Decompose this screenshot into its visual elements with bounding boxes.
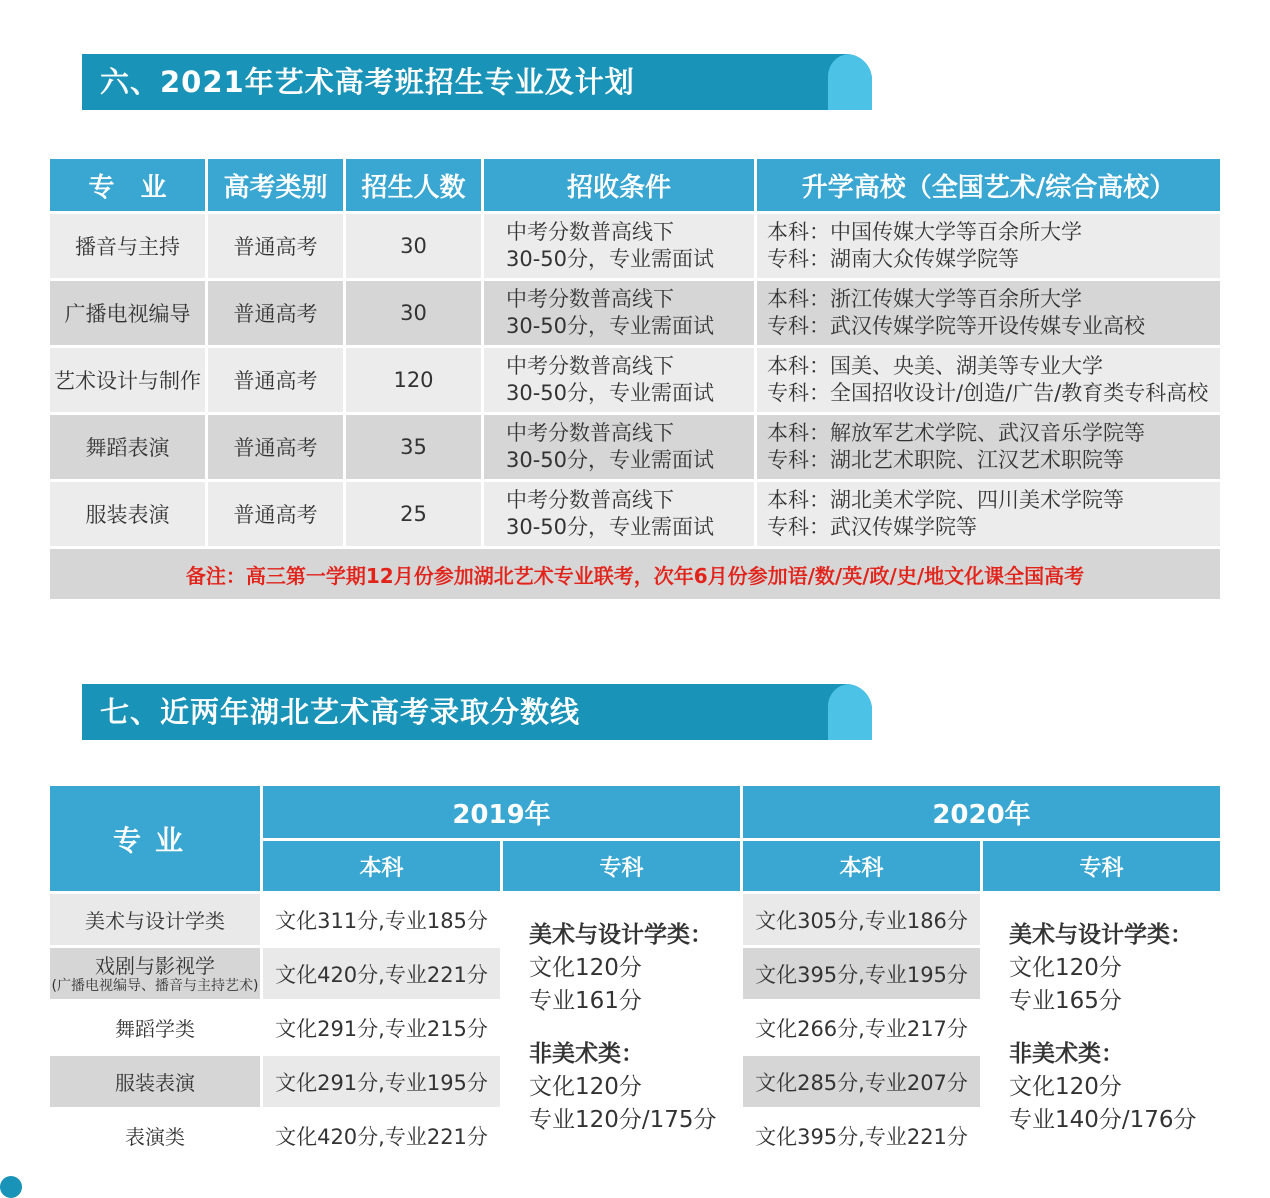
header-category: 高考类别 xyxy=(208,159,343,211)
banner-accent xyxy=(828,684,872,740)
universities-cell xyxy=(757,214,1220,278)
university-line: 本科：中国传媒大学等百余所大学 xyxy=(767,220,1082,244)
major-cell: 播音与主持 xyxy=(50,214,205,278)
section7-title: 七、近两年湖北艺术高考录取分数线 xyxy=(100,695,581,729)
score-line: 文化120分 xyxy=(529,954,642,981)
header-count: 招生人数 xyxy=(346,159,481,211)
major-subtitle: (广播电视编导、播音与主持艺术) xyxy=(51,977,259,994)
score-2020-benke: 文化285分,专业207分 xyxy=(743,1056,980,1107)
major-cell: 舞蹈表演 xyxy=(50,415,205,479)
major-cell: 表演类 xyxy=(50,1110,260,1161)
count-cell: 25 xyxy=(346,482,481,546)
count-cell: 120 xyxy=(346,348,481,412)
enrollment-plan-table xyxy=(47,156,1223,602)
universities-cell xyxy=(757,415,1220,479)
university-line: 专科：全国招收设计/创造/广告/教育类专科高校 xyxy=(767,381,1209,405)
condition-line: 30-50分，专业需面试 xyxy=(506,314,715,338)
major-cell: 艺术设计与制作 xyxy=(50,348,205,412)
score-2020-benke: 文化395分,专业195分 xyxy=(743,948,980,999)
table-row xyxy=(50,214,1220,278)
score-2020-benke: 文化395分,专业221分 xyxy=(743,1110,980,1161)
category-label: 非美术类： xyxy=(1009,1040,1124,1067)
table-note-row xyxy=(50,549,1220,599)
category-cell: 普通高考 xyxy=(208,415,343,479)
score-line: 专业161分 xyxy=(529,987,642,1014)
table-row xyxy=(50,348,1220,412)
score-line: 专业120分/175分 xyxy=(529,1106,717,1133)
header-zhuanke-2019: 专科 xyxy=(503,841,740,891)
universities-cell xyxy=(757,482,1220,546)
header-major: 专 业 xyxy=(50,159,205,211)
header-conditions: 招收条件 xyxy=(484,159,754,211)
condition-line: 30-50分，专业需面试 xyxy=(506,381,715,405)
header-year-2020: 2020年 xyxy=(743,786,1220,838)
header-benke-2020: 本科 xyxy=(743,841,980,891)
conditions-cell xyxy=(484,482,754,546)
major-name: 戏剧与影视学 xyxy=(95,953,215,978)
major-cell: 广播电视编导 xyxy=(50,281,205,345)
condition-line: 中考分数普高线下 xyxy=(506,421,674,445)
header-major: 专业 xyxy=(50,786,260,891)
condition-line: 中考分数普高线下 xyxy=(506,354,674,378)
count-cell: 30 xyxy=(346,281,481,345)
university-line: 本科：湖北美术学院、四川美术学院等 xyxy=(767,488,1124,512)
category-label: 美术与设计学类： xyxy=(1009,921,1193,948)
category-cell: 普通高考 xyxy=(208,348,343,412)
score-2019-benke: 文化420分,专业221分 xyxy=(263,948,500,999)
score-2019-benke: 文化311分,专业185分 xyxy=(263,894,500,945)
condition-line: 中考分数普高线下 xyxy=(506,220,674,244)
table-row xyxy=(50,894,1220,945)
count-cell: 35 xyxy=(346,415,481,479)
section6-banner xyxy=(82,54,872,110)
score-2020-benke: 文化266分,专业217分 xyxy=(743,1002,980,1053)
table-row xyxy=(50,482,1220,546)
conditions-cell xyxy=(484,348,754,412)
university-line: 本科：解放军艺术学院、武汉音乐学院等 xyxy=(767,421,1145,445)
header-year-2019: 2019年 xyxy=(263,786,740,838)
condition-line: 30-50分，专业需面试 xyxy=(506,515,715,539)
score-line: 专业140分/176分 xyxy=(1009,1106,1197,1133)
admission-score-table xyxy=(47,783,1223,1164)
section7-banner xyxy=(82,684,872,740)
university-line: 专科：湖南大众传媒学院等 xyxy=(767,247,1019,271)
category-cell: 普通高考 xyxy=(208,281,343,345)
table-row xyxy=(50,415,1220,479)
table-row xyxy=(50,281,1220,345)
condition-line: 中考分数普高线下 xyxy=(506,287,674,311)
universities-cell xyxy=(757,348,1220,412)
university-line: 本科：浙江传媒大学等百余所大学 xyxy=(767,287,1082,311)
decorative-dot xyxy=(0,1176,22,1198)
table-note: 备注：高三第一学期12月份参加湖北艺术专业联考，次年6月份参加语/数/英/政/史/地文化课全国高考 xyxy=(50,549,1220,599)
score-line: 文化120分 xyxy=(1009,1073,1122,1100)
category-cell: 普通高考 xyxy=(208,214,343,278)
year-header-row xyxy=(50,786,1220,838)
major-cell: 美术与设计学类 xyxy=(50,894,260,945)
condition-line: 中考分数普高线下 xyxy=(506,488,674,512)
score-2019-benke: 文化291分,专业215分 xyxy=(263,1002,500,1053)
score-2019-benke: 文化291分,专业195分 xyxy=(263,1056,500,1107)
score-2019-benke: 文化420分,专业221分 xyxy=(263,1110,500,1161)
zhuanke-2019-cell xyxy=(503,894,740,1161)
major-cell: 服装表演 xyxy=(50,482,205,546)
condition-line: 30-50分，专业需面试 xyxy=(506,247,715,271)
table-header-row xyxy=(50,159,1220,211)
score-2020-benke: 文化305分,专业186分 xyxy=(743,894,980,945)
university-line: 专科：湖北艺术职院、江汉艺术职院等 xyxy=(767,448,1124,472)
category-label: 美术与设计学类： xyxy=(529,921,713,948)
major-cell xyxy=(50,948,260,999)
university-line: 专科：武汉传媒学院等开设传媒专业高校 xyxy=(767,314,1145,338)
header-benke-2019: 本科 xyxy=(263,841,500,891)
zhuanke-2020-cell xyxy=(983,894,1220,1161)
count-cell: 30 xyxy=(346,214,481,278)
banner-accent xyxy=(828,54,872,110)
condition-line: 30-50分，专业需面试 xyxy=(506,448,715,472)
conditions-cell xyxy=(484,281,754,345)
score-line: 文化120分 xyxy=(1009,954,1122,981)
major-cell: 舞蹈学类 xyxy=(50,1002,260,1053)
university-line: 本科：国美、央美、湖美等专业大学 xyxy=(767,354,1103,378)
conditions-cell xyxy=(484,415,754,479)
header-zhuanke-2020: 专科 xyxy=(983,841,1220,891)
score-line: 专业165分 xyxy=(1009,987,1122,1014)
university-line: 专科：武汉传媒学院等 xyxy=(767,515,977,539)
conditions-cell xyxy=(484,214,754,278)
header-universities: 升学高校（全国艺术/综合高校） xyxy=(757,159,1220,211)
section6-title: 六、2021年艺术高考班招生专业及计划 xyxy=(100,65,635,99)
universities-cell xyxy=(757,281,1220,345)
category-label: 非美术类： xyxy=(529,1040,644,1067)
score-line: 文化120分 xyxy=(529,1073,642,1100)
major-cell: 服装表演 xyxy=(50,1056,260,1107)
category-cell: 普通高考 xyxy=(208,482,343,546)
